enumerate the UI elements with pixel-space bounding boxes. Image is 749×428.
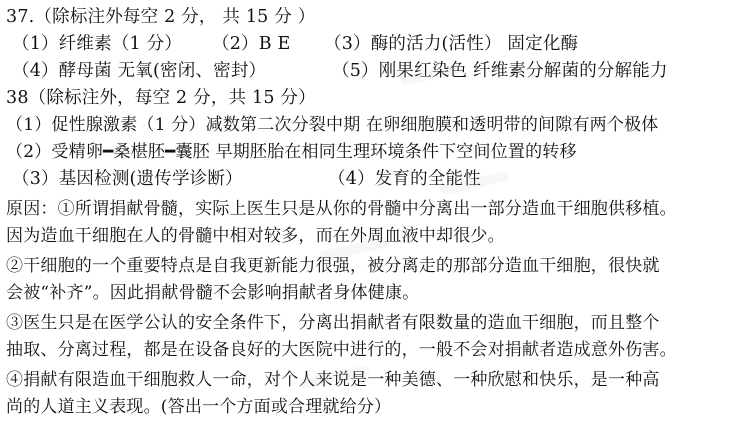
q37-header [6, 4, 315, 30]
reason-para-3-line-1 [6, 310, 660, 336]
q37-row-1 [6, 31, 746, 57]
q38-header-text: 38（除标注外，每空 2 分，共 15 分） [6, 88, 316, 108]
reason-3-text-b: 抽取、分离过程，都是在设备良好的大医院中进行的，一般不会对捐献者造成意外伤害。 [6, 340, 677, 360]
reason-3-text-a: ③医生只是在医学公认的安全条件下，分离出捐献者有限数量的造血干细胞，而且整个 [6, 313, 660, 333]
q38-header [6, 85, 316, 111]
reason-para-1-line-2 [6, 223, 505, 249]
q37-answer-3: （3）酶的活力(活性） 固定化酶 [324, 34, 579, 54]
reason-1-text-b: 因为造血干细胞在人的骨髓中相对较多，而在外周血液中却很少。 [6, 226, 505, 246]
q38-answer-2: （2）受精卵━桑椹胚━囊胚 早期胚胎在相同生理环境条件下空间位置的转移 [6, 142, 577, 162]
q37-answer-2: （2）B E [212, 34, 291, 54]
reason-para-3-line-2 [6, 337, 677, 363]
q38-answer-4: （4）发育的全能性 [328, 169, 481, 189]
q37-answer-5: （5）刚果红染色 纤维素分解菌的分解能力 [332, 61, 668, 81]
q37-answer-1: （1）纤维素（1 分） [12, 34, 183, 54]
reason-4-text-a: ④捐献有限造血干细胞救人一命，对个人来说是一种美德、一种欣慰和快乐，是一种高 [6, 370, 660, 390]
q38-answer-1: （1）促性腺激素（1 分）减数第二次分裂中期 在卵细胞膜和透明带的间隙有两个极体 [6, 115, 659, 135]
q38-row-2 [6, 139, 577, 165]
q38-row-1 [6, 112, 658, 138]
reason-para-4-line-2 [6, 394, 391, 420]
reason-2-text-b: 会被“补齐”。因此捐献骨髓不会影响捐献者身体健康。 [6, 283, 420, 303]
q37-row-2 [6, 58, 746, 84]
q37-header-text: 37.（除标注外每空 2 分， 共 15 分 ） [6, 7, 316, 27]
reason-para-2-line-2 [6, 280, 419, 306]
reason-2-text-a: ②干细胞的一个重要特点是自我更新能力很强，被分离走的那部分造血干细胞，很快就 [6, 256, 660, 276]
reason-1-text-a: 原因：①所谓捐献骨髓，实际上医生只是从你的骨髓中分离出一部分造血干细胞供移植。 [6, 199, 677, 219]
q38-answer-3: （3）基因检测(遗传学诊断） [12, 169, 243, 189]
q37-answer-4: （4）酵母菌 无氧(密闭、密封） [12, 61, 267, 81]
reason-para-1-line-1 [6, 196, 677, 222]
q38-row-3 [6, 166, 746, 192]
reason-4-text-b: 尚的人道主义表现。(答出一个方面或合理就给分） [6, 397, 392, 417]
